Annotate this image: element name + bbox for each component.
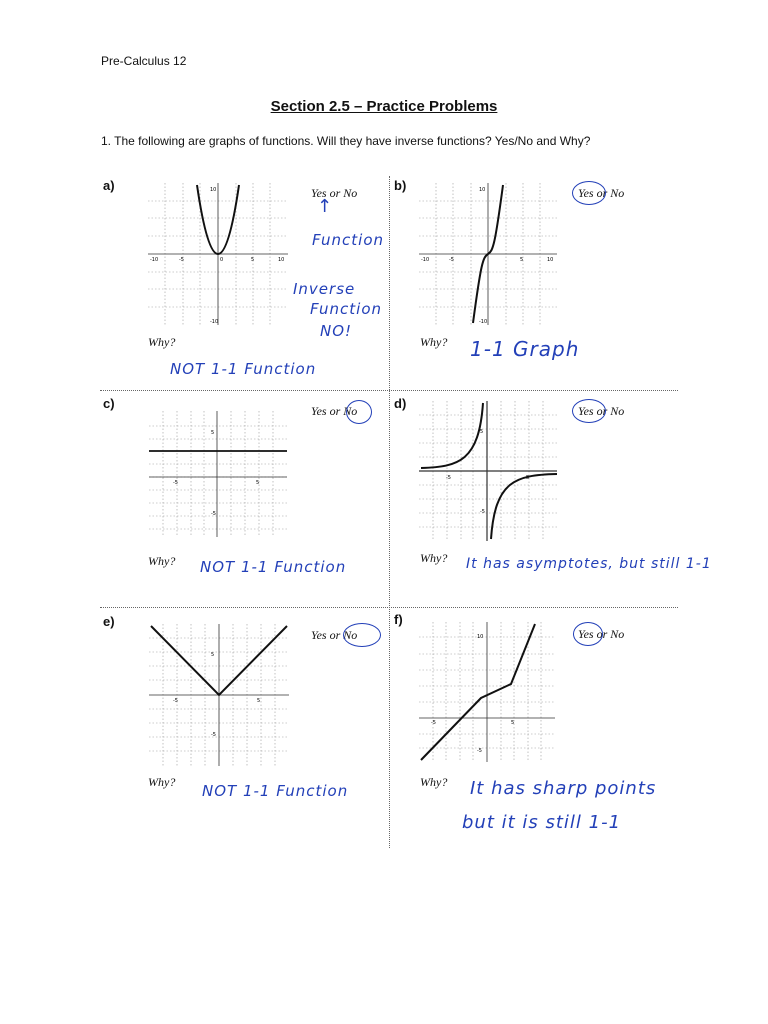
problem-e-yes-or: Yes or <box>311 628 341 642</box>
graph-c <box>149 411 287 537</box>
graph-e-tick-bottom: -5 <box>211 732 216 738</box>
graph-a-tick-right: 10 <box>278 257 285 263</box>
problem-d-why: Why? <box>420 551 448 565</box>
problem-d-yes-circle <box>572 399 606 423</box>
graph-b-tick-right: 10 <box>547 257 554 263</box>
graph-e-tick-top: 5 <box>211 652 215 658</box>
problem-a-note-no: NO! <box>320 322 353 340</box>
problem-a-note-inverse: Inverse <box>293 280 356 298</box>
problem-a-label: a) <box>103 178 115 193</box>
problem-d-label: d) <box>394 396 407 411</box>
graph-c-tick-top: 5 <box>211 430 215 436</box>
problem-f-yes-circle <box>573 622 603 646</box>
graph-d-tick-right: 5 <box>526 475 530 481</box>
problem-f-why: Why? <box>420 775 448 789</box>
graph-d-tick-top: 5 <box>480 429 484 435</box>
problem-c-why: Why? <box>148 554 176 568</box>
graph-a-tick-mid-pos: 5 <box>251 257 255 263</box>
graph-d <box>419 401 557 541</box>
graph-c-tick-left: -5 <box>173 480 178 486</box>
problem-a-note-function-2: Function <box>310 300 383 318</box>
graph-b-tick-top: 10 <box>479 187 486 193</box>
problem-a-answer: NOT 1-1 Function <box>170 360 317 378</box>
problem-c-yes-or: Yes or <box>311 404 341 418</box>
problem-c-answer: NOT 1-1 Function <box>200 558 347 576</box>
graph-d-tick-bottom: -5 <box>480 509 485 515</box>
graph-a <box>148 183 288 325</box>
problem-b-yes: Yes <box>578 186 594 200</box>
page-title: Section 2.5 – Practice Problems <box>270 98 498 115</box>
problem-f-yes: Yes <box>578 627 594 641</box>
graph-f-tick-left: -5 <box>431 720 436 726</box>
problem-d-answer: It has asymptotes, but still 1-1 <box>466 556 712 572</box>
course-header: Pre-Calculus 12 <box>101 54 187 68</box>
problem-f-answer-line2: but it is still 1-1 <box>462 812 622 833</box>
graph-f-tick-bottom: -5 <box>477 748 482 754</box>
graph-b-tick-mid-neg: -5 <box>449 257 454 263</box>
graph-a-tick-origin: 0 <box>220 257 224 263</box>
problem-f-answer-line1: It has sharp points <box>470 778 657 799</box>
problem-a-why: Why? <box>148 335 176 349</box>
graph-e-tick-right: 5 <box>257 698 261 704</box>
graph-b-tick-left: -10 <box>421 257 430 263</box>
problem-a-arrow: ↑ <box>317 196 334 217</box>
graph-b-tick-mid-pos: 5 <box>520 257 524 263</box>
problem-e-no: No <box>343 628 358 642</box>
problem-b-label: b) <box>394 178 407 193</box>
problem-e-label: e) <box>103 614 115 629</box>
problem-a-prompt: Yes or No <box>311 186 358 200</box>
problem-b-yes-circle <box>572 181 606 205</box>
graph-b-tick-bottom: -10 <box>479 319 488 325</box>
problem-d-yes: Yes <box>578 404 594 418</box>
graph-d-tick-left: -5 <box>446 475 451 481</box>
row-divider-1 <box>100 390 678 391</box>
graph-a-tick-mid-neg: -5 <box>179 257 184 263</box>
column-divider <box>389 176 390 848</box>
problem-b-why: Why? <box>420 335 448 349</box>
graph-c-tick-bottom: -5 <box>211 511 216 517</box>
graph-f-tick-right: 5 <box>511 720 515 726</box>
graph-e-tick-left: -5 <box>173 698 178 704</box>
graph-e <box>149 624 289 766</box>
problem-e-answer: NOT 1-1 Function <box>202 782 349 800</box>
problem-e-no-circle <box>343 623 381 647</box>
problem-d-or-no: or No <box>596 404 625 418</box>
graph-f-tick-top: 10 <box>477 634 484 640</box>
graph-a-tick-left: -10 <box>150 257 159 263</box>
graph-b <box>419 183 557 325</box>
problem-c-no-circle <box>346 400 372 424</box>
problem-a-note-function: Function <box>312 231 385 249</box>
problem-f-or-no: or No <box>596 627 625 641</box>
graph-f <box>419 622 555 762</box>
graph-a-tick-top: 10 <box>210 187 217 193</box>
problem-e-why: Why? <box>148 775 176 789</box>
problem-c-label: c) <box>103 396 115 411</box>
problem-f-label: f) <box>394 612 403 627</box>
problem-c-no: No <box>343 404 358 418</box>
problem-b-answer: 1-1 Graph <box>470 337 580 361</box>
graph-c-tick-right: 5 <box>256 480 260 486</box>
problem-b-or-no: or No <box>596 186 625 200</box>
question-text: 1. The following are graphs of functions. Will they have inverse functions? Yes/No and Why? <box>101 134 591 148</box>
row-divider-2 <box>100 607 678 608</box>
graph-a-tick-bottom: -10 <box>210 319 219 325</box>
